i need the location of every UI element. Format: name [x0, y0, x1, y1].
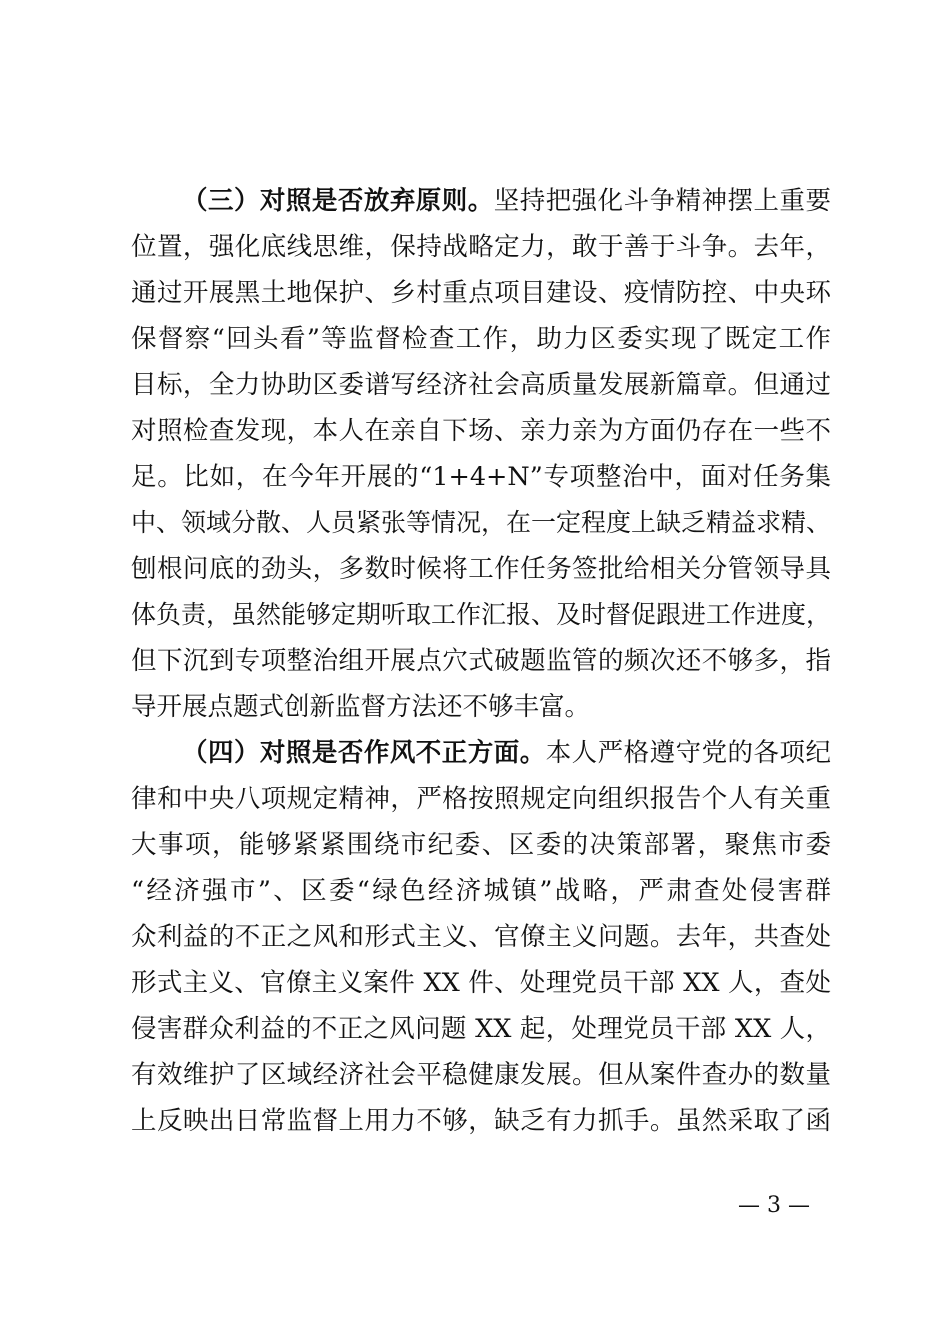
paragraph-3-line-6: 对照检查发现，本人在亲自下场、亲力亲为方面仍存在一些不 [131, 416, 831, 446]
paragraph-3-line-10: 体负责，虽然能够定期听取工作汇报、及时督促跟进工作进度， [131, 600, 832, 629]
paragraph-3-line-2: 位置，强化底线思维，保持战略定力，敢于善于斗争。去年， [131, 232, 831, 262]
paragraph-4-line-5: 众利益的不正之风和形式主义、官僚主义问题。去年，共查处 [131, 922, 831, 952]
paragraph-4-line-1 [182, 736, 831, 770]
paragraph-4-line-7: 侵害群众利益的不正之风问题 XX 起，处理党员干部 XX 人， [131, 1014, 831, 1044]
paragraph-3-line-12: 导开展点题式创新监督方法还不够丰富。 [131, 692, 591, 722]
paragraph-3-line-9: 刨根问底的劲头，多数时候将工作任务签批给相关分管领导具 [131, 554, 831, 584]
paragraph-4-line-6: 形式主义、官僚主义案件 XX 件、处理党员干部 XX 人，查处 [131, 968, 831, 998]
paragraph-4-heading: （四）对照是否作风不正方面。 [182, 738, 546, 768]
paragraph-3-line-8: 中、领域分散、人员紧张等情况，在一定程度上缺乏精益求精、 [131, 508, 832, 537]
paragraph-4-line-4: “经济强市”、区委“绿色经济城镇”战略，严肃查处侵害群 [131, 876, 831, 906]
paragraph-3-line-7: 足。比如，在今年开展的“1+4+N”专项整治中，面对任务集 [131, 462, 831, 492]
paragraph-3-line-3: 通过开展黑土地保护、乡村重点项目建设、疫情防控、中央环 [131, 278, 831, 308]
paragraph-3-line-5: 目标，全力协助区委谱写经济社会高质量发展新篇章。但通过 [131, 370, 831, 400]
paragraph-4-line-1-text: 本人严格遵守党的各项纪 [545, 738, 831, 768]
paragraph-4-line-3: 大事项，能够紧紧围绕市纪委、区委的决策部署，聚焦市委 [131, 830, 831, 860]
paragraph-4-line-9: 上反映出日常监督上用力不够，缺乏有力抓手。虽然采取了函 [131, 1106, 831, 1136]
paragraph-3-line-4: 保督察“回头看”等监督检查工作，助力区委实现了既定工作 [131, 324, 831, 354]
paragraph-4-line-8: 有效维护了区域经济社会平稳健康发展。但从案件查办的数量 [131, 1060, 831, 1090]
page-number: — 3 — [738, 1193, 810, 1218]
paragraph-3-heading: （三）对照是否放弃原则。 [182, 186, 494, 216]
paragraph-3-line-1-text: 坚持把强化斗争精神摆上重要 [493, 186, 831, 216]
paragraph-4-line-2: 律和中央八项规定精神，严格按照规定向组织报告个人有关重 [131, 784, 831, 814]
paragraph-3-line-1 [182, 184, 831, 218]
paragraph-3-line-11: 但下沉到专项整治组开展点穴式破题监管的频次还不够多，指 [131, 646, 831, 676]
